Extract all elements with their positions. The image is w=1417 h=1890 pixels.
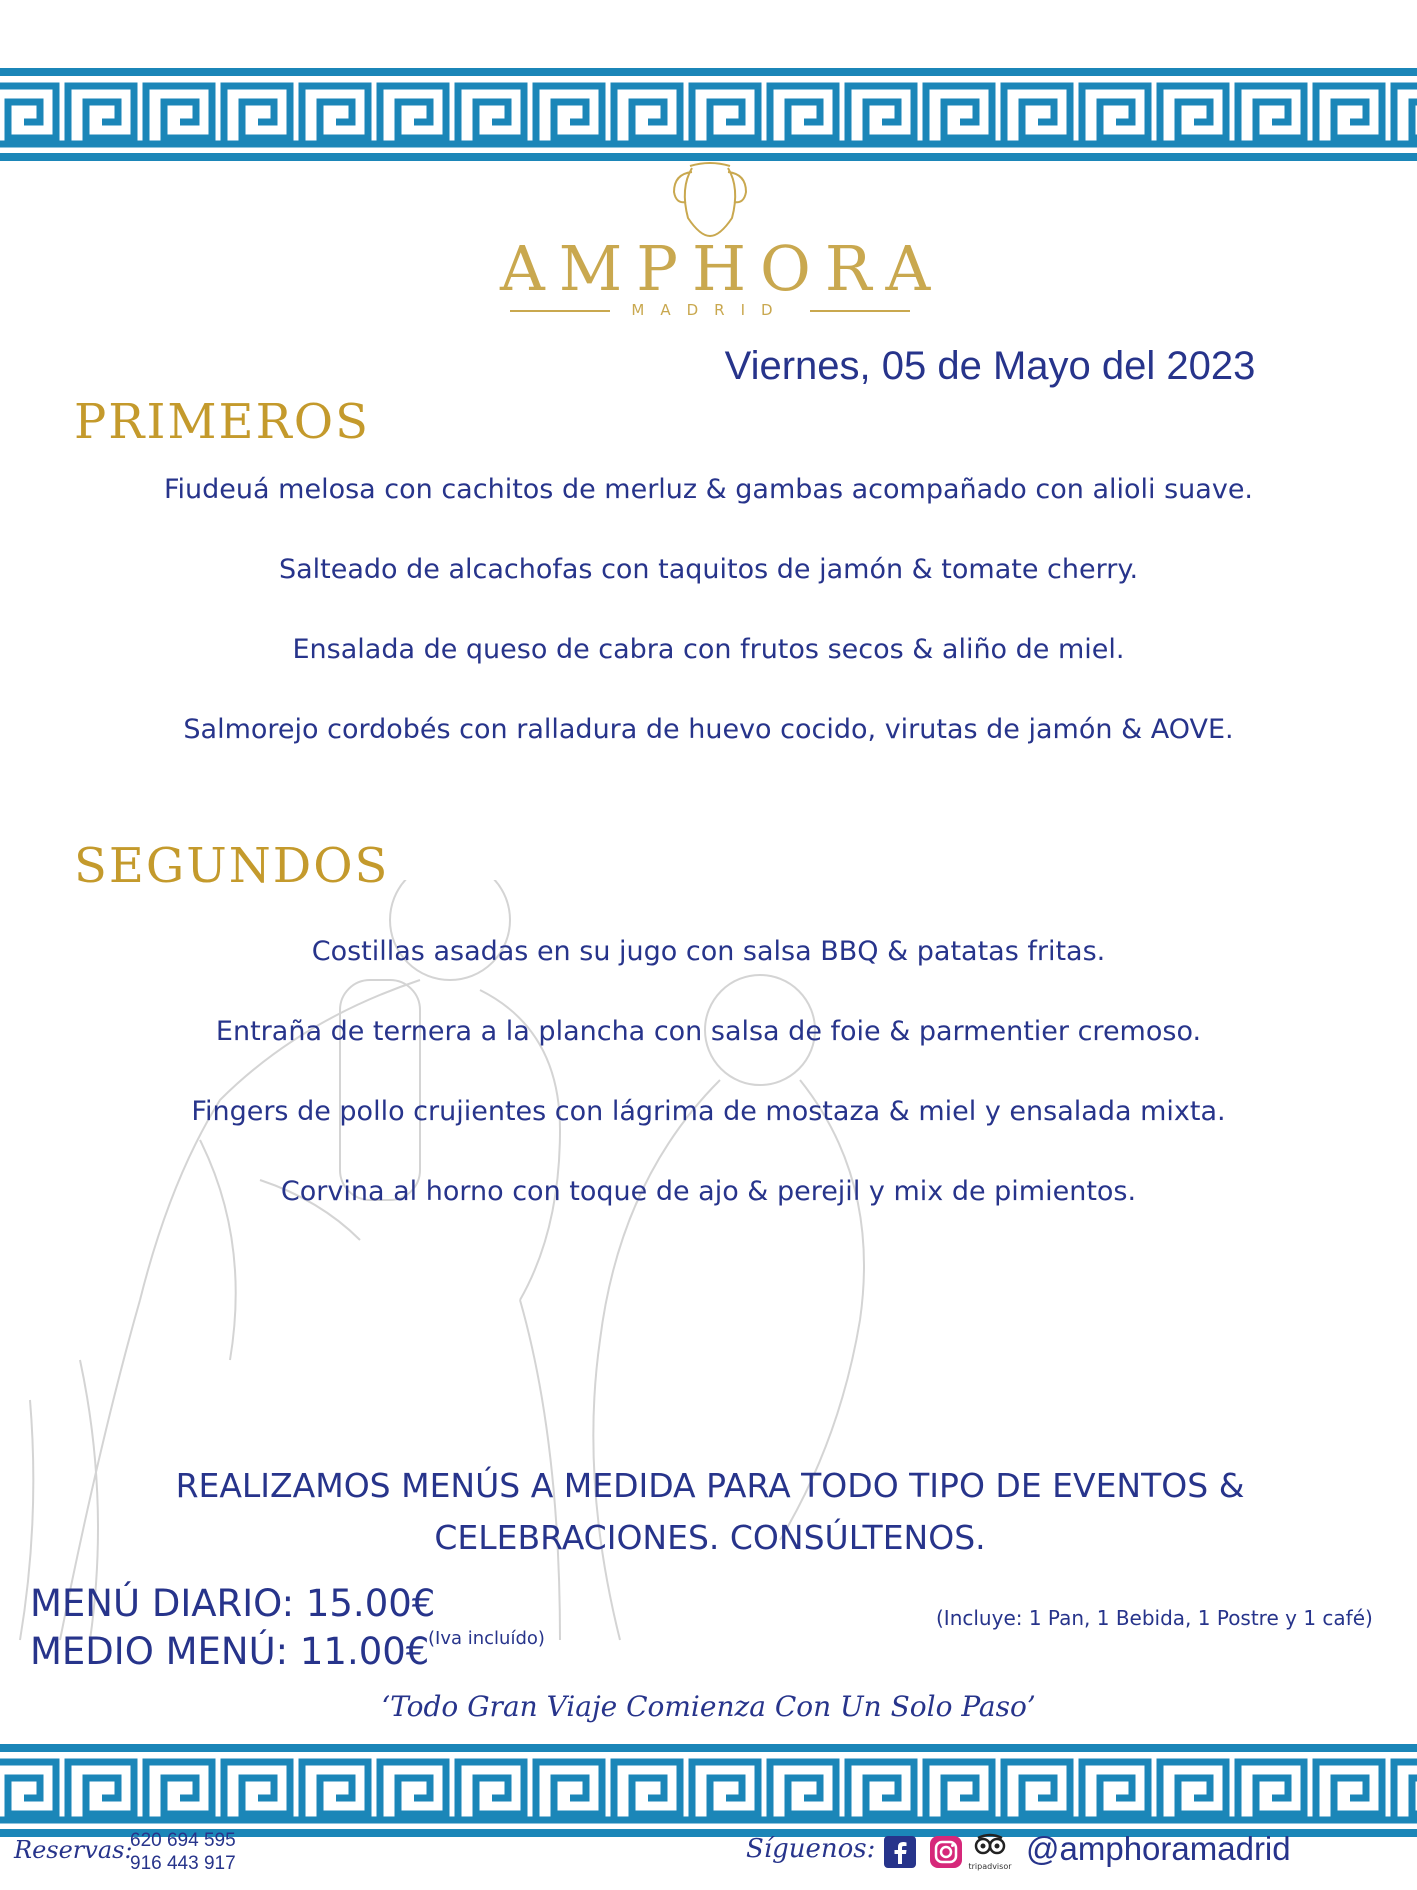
meander-unit [536,1762,602,1820]
promo-line-2: CELEBRACIONES. CONSÚLTENOS. [434,1518,986,1557]
meander-unit [1316,1762,1382,1820]
daily-menu-price: MENÚ DIARIO: 15.00€ [30,1582,436,1625]
meander-unit [614,86,680,144]
meander-unit [0,1762,56,1820]
meander-unit [926,1762,992,1820]
phone-number[interactable]: 620 694 595 [130,1830,236,1851]
phone-number[interactable]: 916 443 917 [130,1853,236,1874]
promo-line-1: REALIZAMOS MENÚS A MEDIDA PARA TODO TIPO DE EVENTOS & [175,1466,1245,1505]
primeros-heading: PRIMEROS [74,394,370,450]
meander-unit [146,1762,212,1820]
reservas-label: Reservas: [14,1836,133,1864]
meander-unit [0,86,56,144]
top-greek-key-border [0,62,1417,167]
logo-city: MADRID [631,301,789,319]
logo-subtitle [510,300,910,320]
meander-unit [458,1762,524,1820]
segundos-dish: Costillas asadas en su jugo con salsa BBQ & patatas fritas. [311,936,1106,967]
meander-unit [848,1762,914,1820]
tripadvisor-label: tripadvisor [968,1862,1012,1871]
meander-unit [1160,1762,1226,1820]
includes-note: (Incluye: 1 Pan, 1 Bebida, 1 Postre y 1 café) [936,1606,1373,1630]
meander-unit [380,1762,446,1820]
segundos-dish: Fingers de pollo crujientes con lágrima de mostaza & miel y ensalada mixta. [191,1096,1226,1127]
instagram-icon[interactable] [930,1836,962,1868]
primeros-dish: Salteado de alcachofas con taquitos de jamón & tomate cherry. [278,554,1139,585]
meander-unit [1394,86,1417,144]
meander-unit [302,86,368,144]
follow-label: Síguenos: [746,1834,876,1864]
meander-unit [380,86,446,144]
meander-unit [1316,86,1382,144]
segundos-heading: SEGUNDOS [74,838,390,894]
meander-unit [1238,86,1304,144]
social-handle[interactable]: @amphoramadrid [1026,1830,1291,1867]
meander-unit [224,1762,290,1820]
meander-unit [536,86,602,144]
primeros-dish: Salmorejo cordobés con ralladura de huevo cocido, virutas de jamón & AOVE. [183,714,1234,745]
facebook-icon[interactable] [884,1836,916,1868]
meander-unit [692,1762,758,1820]
meander-unit [1082,86,1148,144]
meander-unit [458,86,524,144]
amphora-vase-icon [660,158,760,238]
meander-unit [692,86,758,144]
meander-unit [848,86,914,144]
tripadvisor-icon[interactable] [974,1832,1006,1858]
meander-unit [926,86,992,144]
greek-key-pattern [0,62,1417,167]
menu-date: Viernes, 05 de Mayo del 2023 [724,344,1256,388]
meander-unit [1004,86,1070,144]
segundos-dish: Entraña de ternera a la plancha con salsa de foie & parmentier cremoso. [215,1016,1202,1047]
meander-unit [1238,1762,1304,1820]
half-menu-price: MEDIO MENÚ: 11.00€ [30,1630,430,1673]
primeros-dish: Fiudeuá melosa con cachitos de merluz & gambas acompañado con alioli suave. [163,474,1254,505]
bottom-greek-key-border [0,1738,1417,1843]
meander-unit [770,86,836,144]
meander-unit [224,86,290,144]
segundos-dish: Corvina al horno con toque de ajo & perejil y mix de pimientos. [280,1176,1137,1207]
meander-unit [770,1762,836,1820]
meander-unit [68,86,134,144]
greek-key-pattern [0,1738,1417,1843]
motto: ‘Todo Gran Viaje Comienza Con Un Solo Paso’ [381,1690,1036,1723]
amphora-logo [500,158,945,338]
meander-unit [302,1762,368,1820]
meander-unit [68,1762,134,1820]
meander-unit [1394,1762,1417,1820]
meander-unit [1004,1762,1070,1820]
meander-unit [1160,86,1226,144]
events-promo [140,1460,1280,1564]
meander-unit [146,86,212,144]
meander-unit [614,1762,680,1820]
primeros-dish: Ensalada de queso de cabra con frutos secos & aliño de miel. [292,634,1125,665]
meander-unit [1082,1762,1148,1820]
iva-note: (Iva incluído) [428,1628,545,1649]
logo-wordmark: AMPHORA [500,232,945,305]
